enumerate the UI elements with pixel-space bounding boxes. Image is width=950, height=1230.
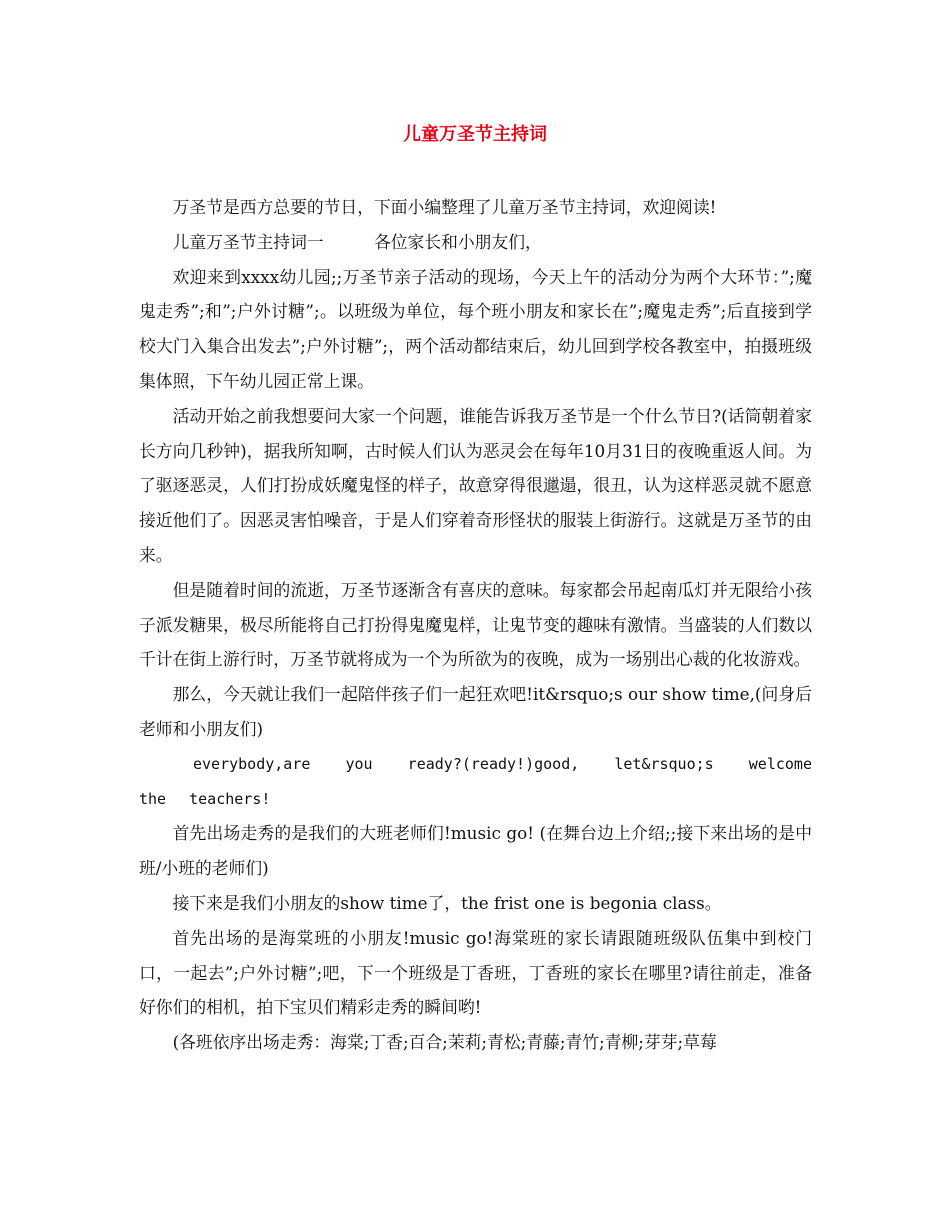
document-body — [139, 190, 812, 1060]
welcome-paragraph: 欢迎来到xxxx幼儿园;;万圣节亲子活动的现场，今天上午的活动分为两个大环节：”;魔鬼走秀”;和”;户外讨糖”;。以班级为单位，每个班小朋友和家长在”;魔鬼走秀”;后直接到学校大门入集合出发去”;户外讨糖”;，两个活动都结束后，幼儿回到学校各教室中，拍摄班级集体照，下午幼儿园正常上课。 — [139, 266, 812, 391]
document-title: 儿童万圣节主持词 — [403, 124, 547, 145]
english-greeting-paragraph: everybody,are you ready?(ready!)good, let&rsquo;s welcome the teachers! — [139, 754, 812, 808]
class-order-paragraph: (各班依序出场走秀：海棠;丁香;百合;茉莉;青松;青藤;青竹;青柳;芽芽;草莓 — [172, 1032, 717, 1053]
intro-paragraph: 万圣节是西方总要的节日，下面小编整理了儿童万圣节主持词，欢迎阅读! — [172, 197, 717, 217]
section-heading-paragraph: 儿童万圣节主持词一 各位家长和小朋友们， — [172, 231, 542, 252]
kids-showtime-paragraph: 接下来是我们小朋友的show time了，the frist one is begonia class。 — [172, 892, 722, 913]
showtime-paragraph: 那么，今天就让我们一起陪伴孩子们一起狂欢吧!it&rsquo;s our show time,(问身后老师和小朋友们) — [139, 684, 812, 739]
begonia-class-paragraph: 首先出场的是海棠班的小朋友!music go!海棠班的家长请跟随班级队伍集中到校门口，一起去”;户外讨糖”;吧，下一个班级是丁香班，丁香班的家长在哪里?请往前走，准备好你们的相机，拍下宝贝们精彩走秀的瞬间哟! — [139, 927, 812, 1018]
teachers-walk-paragraph: 首先出场走秀的是我们的大班老师们!music go! (在舞台边上介绍;;接下来出场的是中班/小班的老师们) — [139, 823, 812, 879]
origin-paragraph: 活动开始之前我想要问大家一个问题，谁能告诉我万圣节是一个什么节日?(话筒朝着家长方向几秒钟)，据我所知啊，古时候人们认为恶灵会在每年10月31日的夜晚重返人间。为了驱逐恶灵，人们打扮成妖魔鬼怪的样子，故意穿得很邋遢，很丑，认为这样恶灵就不愿意接近他们了。因恶灵害怕噪音，于是人们穿着奇形怪状的服装上街游行。这就是万圣节的由来。 — [139, 405, 812, 565]
festive-paragraph: 但是随着时间的流逝，万圣节逐渐含有喜庆的意味。每家都会吊起南瓜灯并无限给小孩子派发糖果，极尽所能将自己打扮得鬼魔鬼样，让鬼节变的趣味有激情。当盛装的人们数以千计在街上游行时，万圣节就将成为一个为所欲为的夜晚，成为一场别出心裁的化妆游戏。 — [139, 579, 812, 670]
